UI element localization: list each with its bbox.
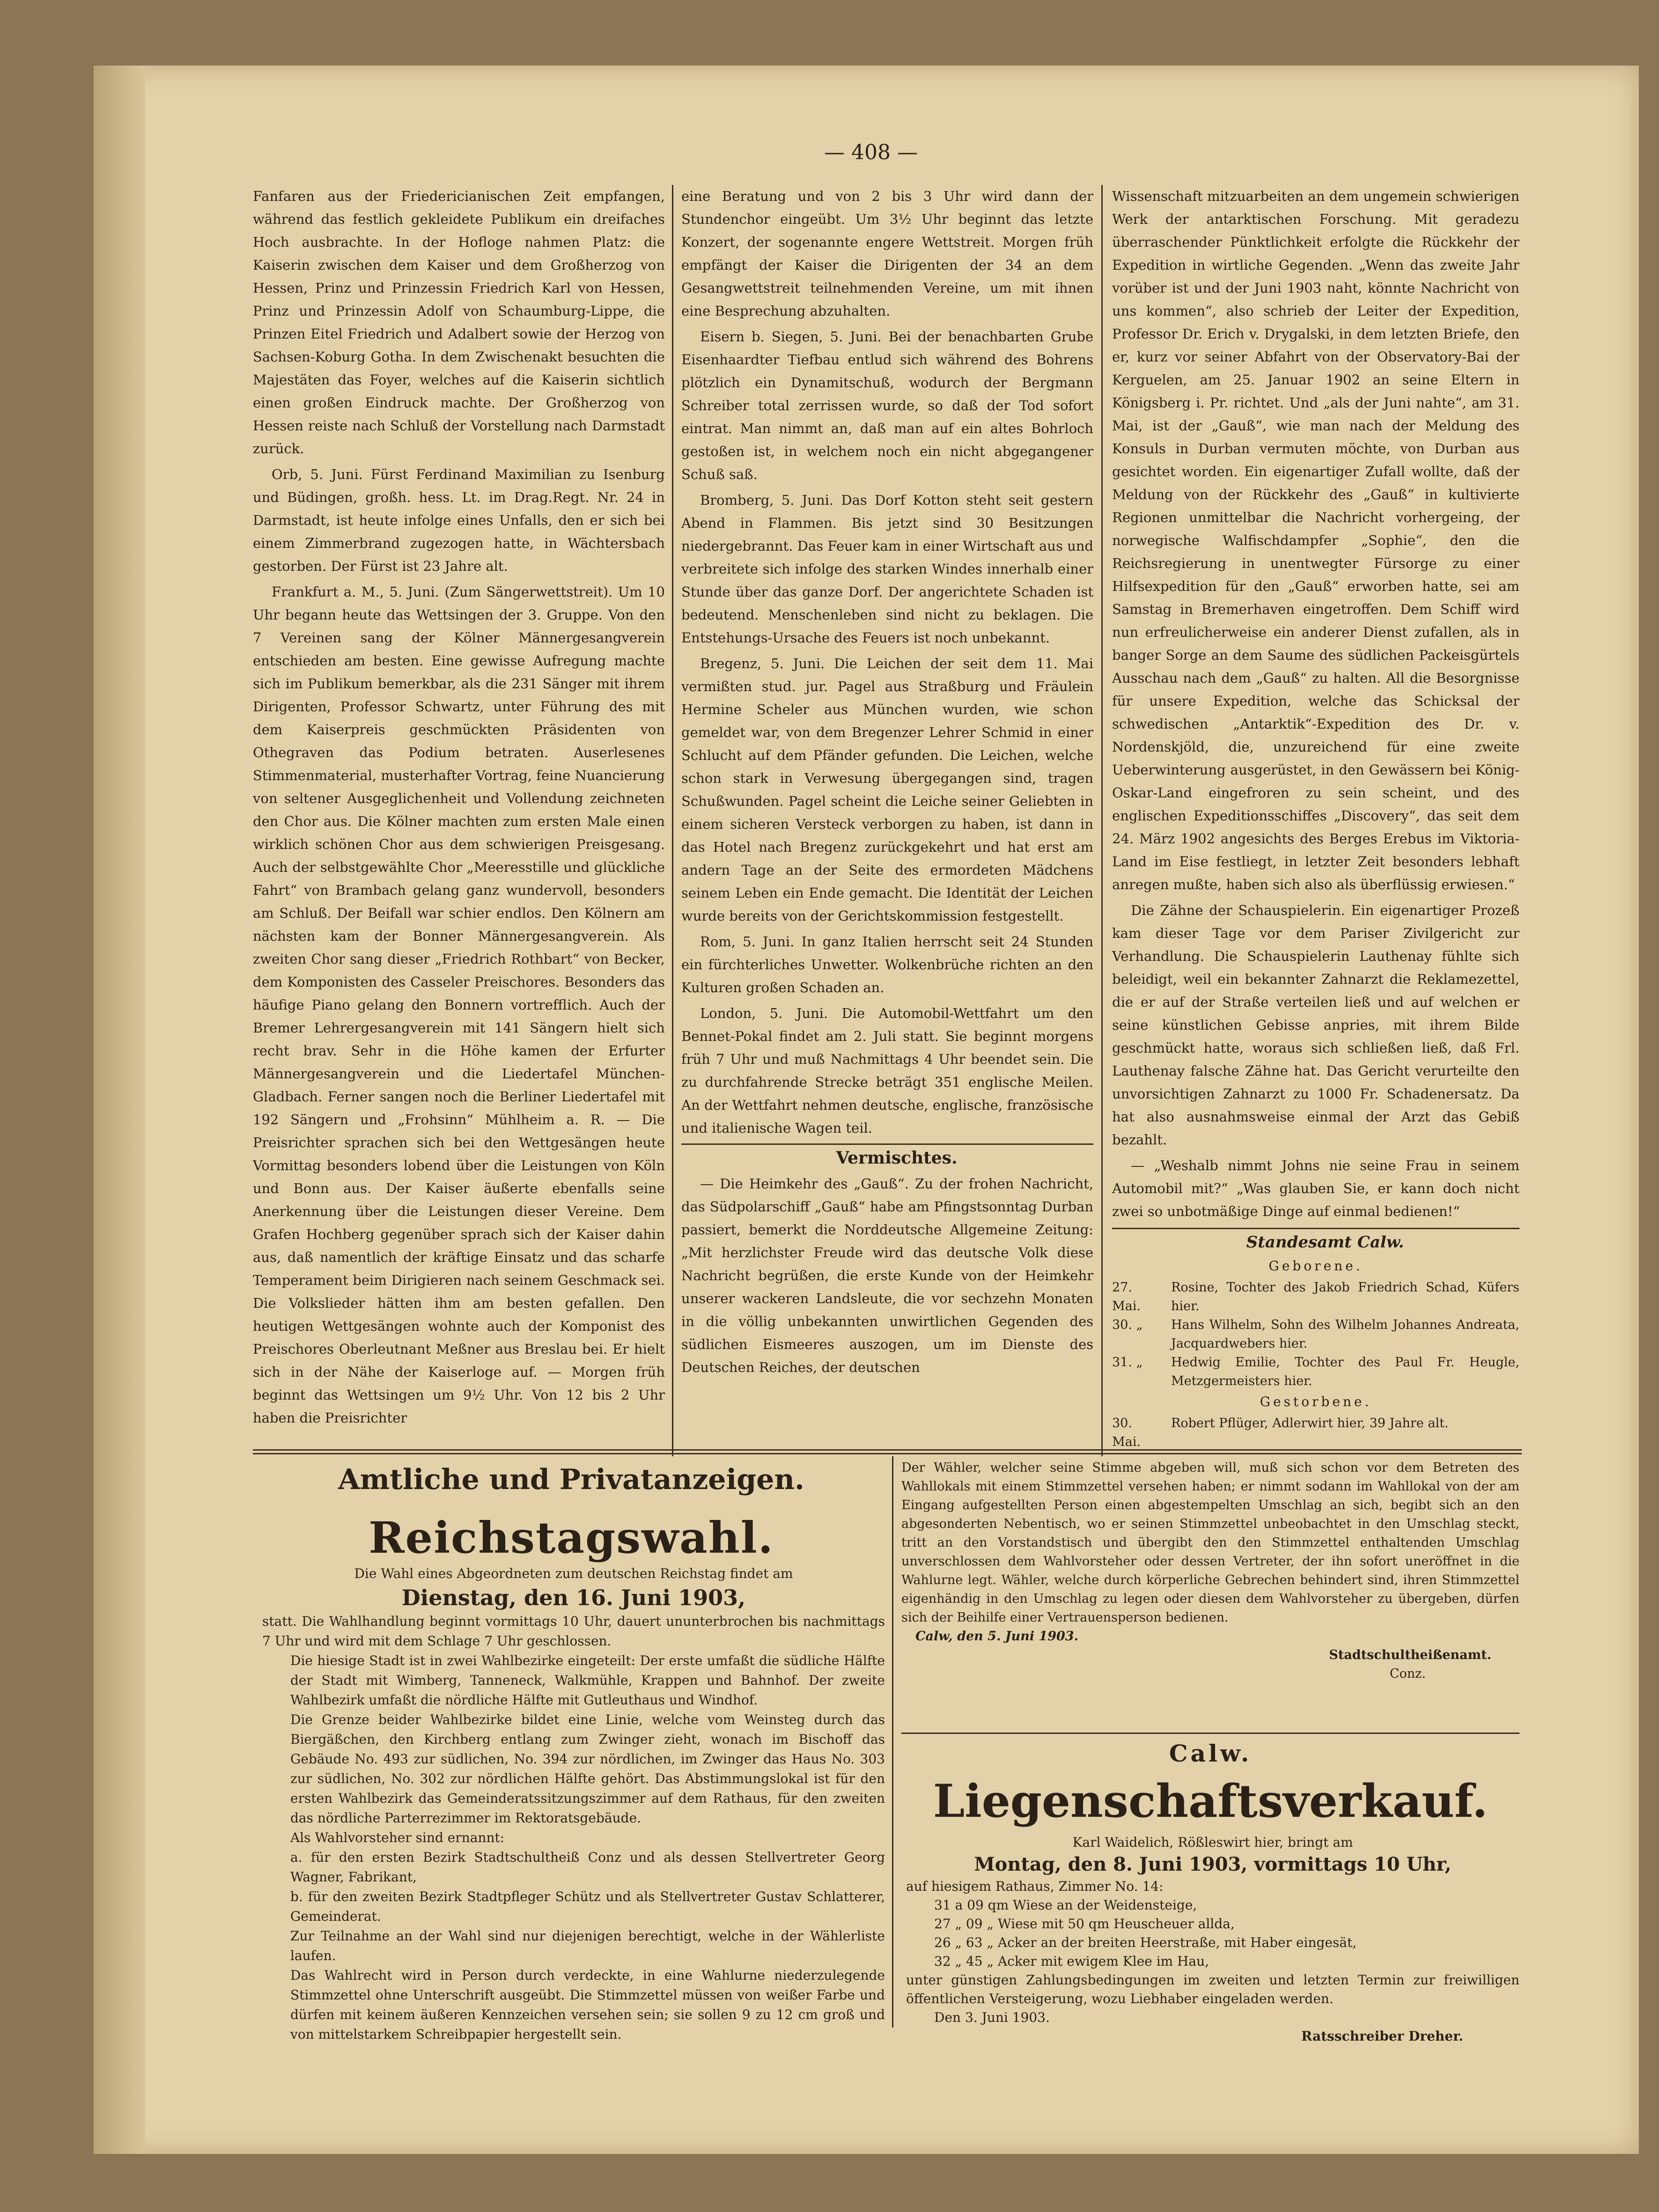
gestorbene-label: Gestorbene. bbox=[1260, 1394, 1372, 1409]
standesamt-heading: Standesamt Calw. bbox=[1246, 1233, 1404, 1252]
reichstagswahl-notice bbox=[262, 1564, 885, 2044]
vermischtes-heading: Vermischtes. bbox=[836, 1148, 958, 1168]
ads-divider bbox=[892, 1456, 893, 2028]
column-divider bbox=[1101, 185, 1103, 1456]
liegenschaft-date: Den 3. Juni 1903. bbox=[934, 2010, 1050, 2025]
liegenschaft-date-line: Montag, den 8. Juni 1903, vormittags 10 Uhr, bbox=[974, 1853, 1452, 1875]
article-eisern: Eisern b. Siegen, 5. Juni. Bei der benachbarten Grube Eisenhaardter Tiefbau entlud sich während des Bohrens plötzlich ein Dynamitschuß, wodurch der Bergmann Schreiber total zerrissen wurde, so daß der Tod sofort eintrat. Man nimmt an, daß man auf ein altes Bohrloch gestoßen ist, in welchem noch ein nicht abgegangener Schuß saß. bbox=[681, 329, 1093, 482]
notice-signature: Stadtschultheißenamt. bbox=[1329, 1648, 1491, 1662]
liegenschaft-item: 26 „ 63 „ Acker an der breiten Heerstraße, mit Haber eingesät, bbox=[934, 1935, 1357, 1950]
ads-top-rule bbox=[253, 1449, 1522, 1451]
ads-top-rule-double bbox=[253, 1453, 1522, 1454]
column-divider bbox=[672, 185, 673, 1456]
birth-entry: 27. Mai. Rosine, Tochter des Jakob Friedrich Schad, Küfers hier. bbox=[1112, 1280, 1519, 1313]
reichstagswahl-notice-continued bbox=[901, 1459, 1519, 1683]
notice-p8: Der Wähler, welcher seine Stimme abgeben will, muß sich schon vor dem Betreten des Wahllokals mit einem Stimmzettel versehen haben; er nimmt sodann im Wahllokal von der am Eingang aufgestellten Person einen abgestempelten Umschlag an sich, begibt sich an den abgesonderten Nebentisch, wo er seinen Stimmzettel unbeobachtet in den Umschlag steckt, tritt an den Vorstandstisch und übergibt den den Stimmzettel enthaltenden Umschlag unverschlossen dem Wahlvorsteher oder dessen Vertreter, der ihn sofort uneröffnet in die Wahlurne legt. Wähler, welche durch körperliche Gebrechen behindert sind, ihren Stimmzettel eigenhändig in den Umschlag zu legen oder diesen dem Wahlvorsteher zu übergeben, dürfen sich der Beihilfe einer Vertrauensperson bedienen. bbox=[901, 1460, 1519, 1625]
article-hofloge: Fanfaren aus der Friedericianischen Zeit empfangen, während das festlich gekleidete Publikum ein dreifaches Hoch ausbrachte. In der Hofloge nahmen Platz: die Kaiserin zwischen dem Kaiser und dem Großherzog von Hessen, Prinz und Prinzessin Friedrich Karl von Hessen, Prinz und Prinzessin Adolf von Schaumburg-Lippe, die Prinzen Eitel Friedrich und Adalbert sowie der Herzog von Sachsen-Koburg Gotha. In dem Zwischenakt besuchten die Majestäten das Foyer, welches auf die Kaiserin sichtlich einen großen Eindruck machte. Der Großherzog von Hessen reiste nach Schluß der Vorstellung nach Darmstadt zurück. bbox=[253, 188, 665, 457]
column-2 bbox=[681, 185, 1093, 1382]
liegenschaft-terms: unter günstigen Zahlungsbedingungen im zweiten und letzten Termin zur freiwilligen öffentlichen Versteigerung, wozu Liebhaber eingeladen werden. bbox=[906, 1972, 1519, 2006]
reichstagswahl-title: Reichstagswahl. bbox=[369, 1512, 774, 1563]
liegenschaft-town: Calw. bbox=[1169, 1740, 1252, 1767]
notice-p4: Als Wahlvorsteher sind ernannt: bbox=[290, 1830, 505, 1845]
notice-p3: Die Grenze beider Wahlbezirke bildet eine Linie, welche vom Weinsteg durch das Biergäßchen, den Kirchberg entlang zum Zwinger zieht, wonach im Bischoff das Gebäude No. 493 zur südlichen, No. 394 zur nördlichen, im Zwinger das Haus No. 303 zur südlichen, No. 302 zur nördlichen Hälfte gehört. Das Abstimmungslokal ist für den ersten Wahlbezirk das Gemeinderatssitzungszimmer auf dem Rathaus, für den zweiten das nördliche Parterrezimmer im Rektoratsgebäude. bbox=[290, 1712, 885, 1826]
notice-intro: Die Wahl eines Abgeordneten zum deutschen Reichstag findet am bbox=[354, 1566, 793, 1581]
article-orb: Orb, 5. Juni. Fürst Ferdinand Maximilian zu Isenburg und Büdingen, großh. hess. Lt. im Drag.Regt. Nr. 24 in Darmstadt, ist heute infolge eines Unfalls, den er sich bei einem Zimmerbrand zugezogen hatte, in Wächtersbach gestorben. Der Fürst ist 23 Jahre alt. bbox=[253, 466, 665, 574]
article-beratung: eine Beratung und von 2 bis 3 Uhr wird dann der Stundenchor eingeübt. Um 3½ Uhr beginnt das letzte Konzert, der sogenannte engere Wettstreit. Morgen früh empfängt der Kaiser die Dirigenten der 34 an dem Gesangwettstreit teilnehmenden Vereine, um mit ihnen eine Besprechung abzuhalten. bbox=[681, 188, 1093, 319]
liegenschaft-item: 32 „ 45 „ Acker mit ewigem Klee im Hau, bbox=[934, 1954, 1209, 1969]
notice-p5a: a. für den ersten Bezirk Stadtschultheiß Conz und als dessen Stellvertreter Georg Wagner, Fabrikant, bbox=[290, 1850, 885, 1885]
liegenschaft-signature: Ratsschreiber Dreher. bbox=[1301, 2028, 1463, 2044]
article-gauss-continued: Wissenschaft mitzuarbeiten an dem ungemein schwierigen Werk der antarktischen Forschung. Mit geradezu überraschender Pünktlichkeit erfolgte die Rückkehr der Expedition in wirtliche Gegenden. „Wenn das zweite Jahr vorüber ist und der Juni 1903 naht, könnte Nachricht von uns kommen“, also schrieb der Leiter der Expedition, Professor Dr. Erich v. Drygalski, in dem letzten Briefe, den er, kurz vor seiner Abfahrt von der Observatory-Bai der Kerguelen, am 25. Januar 1902 an seine Eltern in Königsberg i. Pr. richtet. Und „als der Juni nahte“, am 31. Mai, ist der „Gauß“, wie man nach der Meldung des Konsuls in Durban vermuten möchte, von Durban aus gesichtet worden. Ein eigenartiger Zufall wollte, daß der Meldung von der Rückkehr des „Gauß“ in kultivierte Regionen unmittelbar die Nachricht vorhergeing, der norwegische Walfischdampfer „Sophie“, den die Reichsregierung in unentwegter Fürsorge zu einer Hilfsexpedition für den „Gauß“ erworben hatte, sei am Samstag in Bremerhaven eingetroffen. Dem Schiff wird nun erfreulicherweise ein anderer Dienst zufallen, als in banger Sorge an dem Saume des südlichen Packeisgürtels Ausschau nach dem „Gauß“ zu halten. All die Besorgnisse für unsere Expedition, welche das Schicksal der schwedischen „Antarktik“-Expedition des Dr. v. Nordenskjöld, die, unzureichend für eine zweite Ueberwinterung ausgerüstet, in den Gewässern bei König-Oskar-Land eingefroren zu sein scheint, und des englischen Expeditionsschiffes „Discovery“, das seit dem 24. März 1902 angesichts des Berges Erebus im Viktoria-Land im Eise festliegt, in letzter Zeit besonders lebhaft anregen mußte, haben sich also als überflüssig erwiesen.“ bbox=[1112, 188, 1519, 892]
liegenschaft-item: 31 a 09 qm Wiese an der Weidensteige, bbox=[934, 1897, 1197, 1913]
article-frankfurt: Frankfurt a. M., 5. Juni. (Zum Sängerwettstreit). Um 10 Uhr begann heute das Wettsingen der 3. Gruppe. Von den 7 Vereinen sang der Kölner Männergesangverein entschieden am besten. Eine gewisse Aufregung machte sich im Publikum bemerkbar, als die 231 Sänger mit ihrem Dirigenten, Professor Schwartz, unter Führung des mit dem Kaiserpreis geschmückten Präsidenten von Othegraven das Podium betraten. Auserlesenes Stimmenmaterial, musterhafter Vortrag, feine Nuancierung von seltener Ausgeglichenheit und Vollendung zeichneten den Chor aus. Die Kölner machten zum ersten Male einen wirklich schönen Chor aus dem schwierigen Preisgesang. Auch der selbstgewählte Chor „Meeresstille und glückliche Fahrt“ von Brambach gelang ganz wundervoll, besonders am Schluß. Der Beifall war schier endlos. Den Kölnern am nächsten kam der Bonner Männergesangverein. Als zweiten Chor sang dieser „Friedrich Rothbart“ von Becker, dem Komponisten des Casseler Preischores. Besonders das häufige Piano gelang den Bonnern vortrefflich. Auch der Bremer Lehrergesangverein mit 141 Sängern hielt sich recht brav. Sehr in die Höhe kamen der Erfurter Männergesangverein und die Liedertafel München-Gladbach. Ferner sangen noch die Berliner Liedertafel mit 192 Sängern und „Frohsinn“ Mühlheim a. R. — Die Preisrichter sprachen sich bei den Wettgesängen heute Vormittag besonders lobend über die Leistungen von Köln und Bonn aus. Der Kaiser äußerte ebenfalls seine Anerkennung über die Leistungen dieser Vereine. Dem Grafen Hochberg gegenüber sprach sich der Kaiser dahin aus, daß namentlich der kräftige Einsatz und das scharfe Temperament beim Dirigieren nach seinem Geschmack sei. Die Volkslieder hätten ihm am besten gefallen. Den heutigen Wettgesängen wohnte auch der Komponist des Preischores Oberleutnant Meßner aus Breslau bei. Er hielt sich in der Nähe der Kaiserloge auf. — Morgen früh beginnt das Wettsingen um 9½ Uhr. Von 12 bis 2 Uhr haben die Preisrichter bbox=[253, 584, 665, 1426]
page-number: — 408 — bbox=[824, 140, 918, 164]
birth-entry: 31. „ Hedwig Emilie, Tochter des Paul Fr. Heugle, Metzgermeisters hier. bbox=[1112, 1355, 1519, 1388]
article-bromberg: Bromberg, 5. Juni. Das Dorf Kotton steht seit gestern Abend in Flammen. Bis jetzt sind 30 Besitzungen niedergebrannt. Das Feuer kam in einer Wirtschaft aus und verbreitete sich infolge des starken Windes innerhalb einer Stunde über das ganze Dorf. Der angerichtete Schaden ist bedeutend. Menschenleben sind nicht zu beklagen. Die Entstehungs-Ursache des Feuers ist noch unbekannt. bbox=[681, 492, 1093, 646]
liegenschaft-intro: Karl Waidelich, Rößleswirt hier, bringt am bbox=[1072, 1835, 1353, 1850]
ad-separator bbox=[901, 1733, 1519, 1734]
notice-p5b: b. für den zweiten Bezirk Stadtpfleger Schütz und als Stellvertreter Gustav Schlatterer, Gemeinderat. bbox=[290, 1889, 885, 1924]
article-rom: Rom, 5. Juni. In ganz Italien herrscht seit 24 Stunden ein fürchterliches Unwetter. Wolkenbrüche richten an den Kulturen großen Schaden an. bbox=[681, 934, 1093, 995]
liegenschaft-item: 27 „ 09 „ Wiese mit 50 qm Heuscheuer allda, bbox=[934, 1916, 1235, 1932]
notice-p6: Zur Teilnahme an der Wahl sind nur diejenigen berechtigt, welche in der Wählerliste laufen. bbox=[290, 1928, 885, 1963]
article-bregenz: Bregenz, 5. Juni. Die Leichen der seit dem 11. Mai vermißten stud. jur. Pagel aus Straßburg und Fräulein Hermine Scheler aus München wurden, wie schon gemeldet war, von dem Bregenzer Lehrer Schmid in einer Schlucht auf dem Pfänder gefunden. Die Leichen, welche schon stark in Verwesung übergegangen sind, tragen Schußwunden. Pagel scheint die Leiche seiner Geliebten in einem sicheren Versteck verborgen zu haben, ist dann in das Hotel nach Bregenz zurückgekehrt und hat erst am andern Tage an der Seite des ermordeten Mädchens seinem Leben ein Ende gemacht. Die Identität der Leichen wurde bereits von der Gerichtskommission festgestellt. bbox=[681, 656, 1093, 924]
column-1 bbox=[253, 185, 665, 1432]
article-zaehne: Die Zähne der Schauspielerin. Ein eigenartiger Prozeß kam dieser Tage vor dem Pariser Zivilgericht zur Verhandlung. Die Schauspielerin Lauthenay fühlte sich beleidigt, weil ein bekannter Zahnarzt die Reklamezettel, die er auf der Straße verteilen ließ und auf welchen er seine künstlichen Gebisse anpries, mit ihrem Bilde geschmückt hatte, woraus sich schließen ließ, daß Frl. Lauthenay falsche Zähne hat. Das Gericht verurteilte den unvorsichtigen Zahnarzt zu 1000 Fr. Schadenersatz. Da hat also ausnahmsweise einmal der Arzt das Gebiß bezahlt. bbox=[1112, 902, 1519, 1148]
geborene-label: Geborene. bbox=[1268, 1258, 1363, 1274]
article-gauss: — Die Heimkehr des „Gauß“. Zu der frohen Nachricht, das Südpolarschiff „Gauß“ habe am Pfingstsonntag Durban passiert, bemerkt die Norddeutsche Allgemeine Zeitung: „Mit herzlichster Freude wird das deutsche Volk diese Nachricht begrüßen, die erste Kunde von der Heimkehr unserer wackeren Landsleute, die vor sechzehn Monaten in die völlig unbekannten unwirtlichen Gegenden des südlichen Eismeeres auszogen, um im Dienste des Deutschen Reiches, der deutschen bbox=[681, 1176, 1093, 1375]
liegenschaft-title: Liegenschaftsverkauf. bbox=[933, 1775, 1488, 1828]
notice-p1: statt. Die Wahlhandlung beginnt vormittags 10 Uhr, dauert ununterbrochen bis nachmittags 7 Uhr und wird mit dem Schlage 7 Uhr geschlossen. bbox=[262, 1614, 885, 1649]
section-rule bbox=[1112, 1228, 1519, 1229]
section-rule bbox=[681, 1143, 1093, 1145]
notice-place-date: Calw, den 5. Juni 1903. bbox=[915, 1629, 1078, 1644]
birth-entry: 30. „ Hans Wilhelm, Sohn des Wilhelm Johannes Andreata, Jacquardwebers hier. bbox=[1112, 1318, 1519, 1351]
amtliche-header: Amtliche und Privatanzeigen. bbox=[338, 1463, 804, 1496]
notice-p2: Die hiesige Stadt ist in zwei Wahlbezirke eingeteilt: Der erste umfaßt die südliche Hälfte der Stadt mit Wimberg, Tanneneck, Walkmühle, Krappen und Bahnhof. Der zweite Wahlbezirk umfaßt die nördliche Hälfte mit Gutleuthaus und Windhof. bbox=[290, 1653, 885, 1708]
article-joke: — „Weshalb nimmt Johns nie seine Frau in seinem Automobil mit?“ „Was glauben Sie, er kann doch nicht zwei so unbotmäßige Dinge auf einmal bedienen!“ bbox=[1112, 1158, 1519, 1219]
column-3 bbox=[1112, 185, 1519, 1452]
death-entry: 30. Mai. Robert Pflüger, Adlerwirt hier, 39 Jahre alt. bbox=[1112, 1416, 1449, 1449]
notice-date: Dienstag, den 16. Juni 1903, bbox=[401, 1585, 746, 1610]
notice-p7: Das Wahlrecht wird in Person durch verdeckte, in eine Wahlurne niederzulegende Stimmzettel ohne Unterschrift ausgeübt. Die Stimmzettel müssen von weißer Farbe und dürfen mit keinem äußeren Kennzeichen versehen sein; sie sollen 9 zu 12 cm groß und von mittelstarkem Schreibpapier hergestellt sein. bbox=[290, 1968, 885, 2042]
page-binding bbox=[94, 66, 145, 2154]
liegenschaft-notice bbox=[906, 1833, 1519, 2046]
notice-signature-name: Conz. bbox=[1389, 1666, 1426, 1681]
liegenschaft-place: auf hiesigem Rathaus, Zimmer No. 14: bbox=[906, 1879, 1164, 1894]
article-london: London, 5. Juni. Die Automobil-Wettfahrt um den Bennet-Pokal findet am 2. Juli statt. Sie beginnt morgens früh 7 Uhr und muß Nachmittags 4 Uhr beendet sein. Die zu durchfahrende Strecke beträgt 351 englische Meilen. An der Wettfahrt nehmen deutsche, englische, französische und italienische Wagen teil. bbox=[681, 1005, 1093, 1136]
